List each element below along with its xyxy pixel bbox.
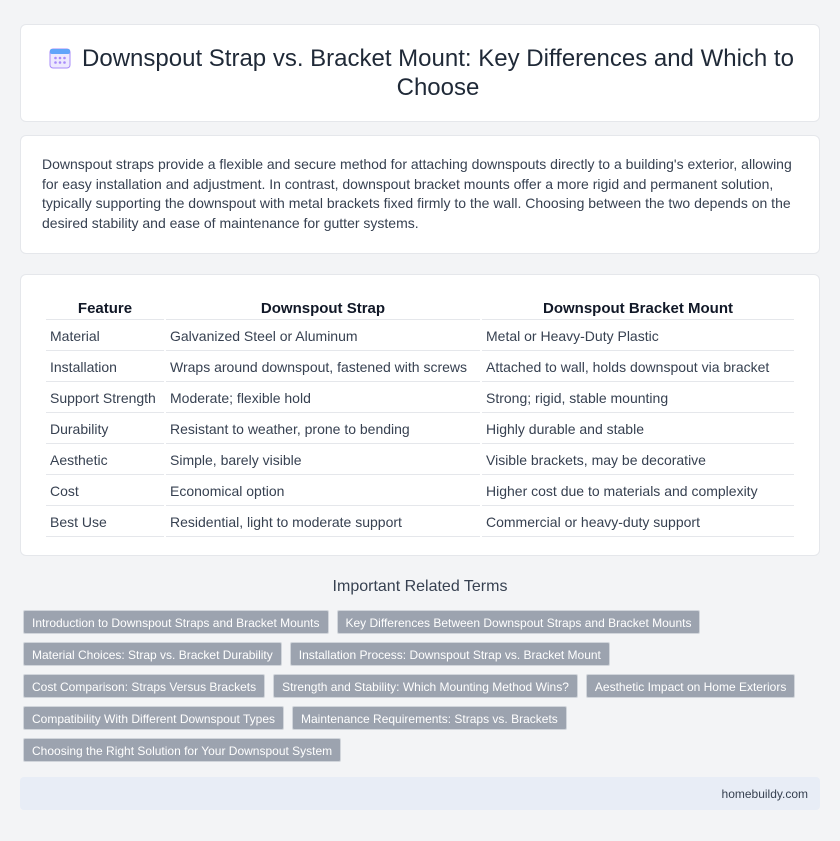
cell-strap: Economical option [166,477,480,506]
footer-site[interactable]: homebuildy.com [721,786,808,801]
cell-strap: Galvanized Steel or Aluminum [166,322,480,351]
cell-bracket: Highly durable and stable [482,415,794,444]
table-row [46,353,794,382]
cell-feature: Support Strength [46,384,164,413]
table-row [46,508,794,537]
cell-feature: Cost [46,477,164,506]
column-header-bracket: Downspout Bracket Mount [482,299,794,320]
table-row [46,415,794,444]
cell-bracket: Metal or Heavy-Duty Plastic [482,322,794,351]
header-card [20,24,820,122]
cell-bracket: Attached to wall, holds downspout via bracket [482,353,794,382]
related-terms-title: Important Related Terms [332,578,508,595]
related-term-tag[interactable]: Introduction to Downspout Straps and Bracket Mounts [23,610,329,634]
related-term-tag[interactable]: Key Differences Between Downspout Straps and Bracket Mounts [337,610,701,634]
cell-strap: Moderate; flexible hold [166,384,480,413]
cell-feature: Aesthetic [46,446,164,475]
related-term-tag[interactable]: Installation Process: Downspout Strap vs. Bracket Mount [290,642,610,666]
related-term-tag[interactable]: Compatibility With Different Downspout Types [23,706,284,730]
cell-strap: Wraps around downspout, fastened with screws [166,353,480,382]
page-title: Downspout Strap vs. Bracket Mount: Key Differences and Which to Choose [82,45,794,101]
related-term-tag[interactable]: Maintenance Requirements: Straps vs. Brackets [292,706,567,730]
cell-bracket: Commercial or heavy-duty support [482,508,794,537]
related-term-tag[interactable]: Material Choices: Strap vs. Bracket Durability [23,642,282,666]
cell-strap: Simple, barely visible [166,446,480,475]
footer [20,777,820,810]
related-term-tag[interactable]: Choosing the Right Solution for Your Downspout System [23,738,341,762]
related-term-tag[interactable]: Aesthetic Impact on Home Exteriors [586,674,795,698]
table-header-row [46,299,794,320]
cell-strap: Residential, light to moderate support [166,508,480,537]
intro-paragraph: Downspout straps provide a flexible and secure method for attaching downspouts directly to a building's exterior, allowing for easy installation and adjustment. In contrast, downspout bracket mounts offer a more rigid and permanent solution, typically supporting the downspout with metal brackets fixed firmly to the wall. Choosing between the two depends on the desired stability and ease of maintenance for gutter systems. [42,156,792,231]
intro-card [20,135,820,254]
cell-feature: Durability [46,415,164,444]
cell-strap: Resistant to weather, prone to bending [166,415,480,444]
related-term-tag[interactable]: Strength and Stability: Which Mounting Method Wins? [273,674,578,698]
table-row [46,322,794,351]
comparison-card [20,274,820,556]
table-body [46,322,794,537]
related-term-tag[interactable]: Cost Comparison: Straps Versus Brackets [23,674,265,698]
comparison-table [44,297,796,539]
cell-bracket: Higher cost due to materials and complexity [482,477,794,506]
table-row [46,384,794,413]
cell-bracket: Visible brackets, may be decorative [482,446,794,475]
column-header-feature: Feature [46,299,164,320]
related-terms-list [23,610,803,762]
table-row [46,446,794,475]
cell-feature: Best Use [46,508,164,537]
cell-bracket: Strong; rigid, stable mounting [482,384,794,413]
column-header-strap: Downspout Strap [166,299,480,320]
cell-feature: Installation [46,353,164,382]
table-row [46,477,794,506]
cell-feature: Material [46,322,164,351]
